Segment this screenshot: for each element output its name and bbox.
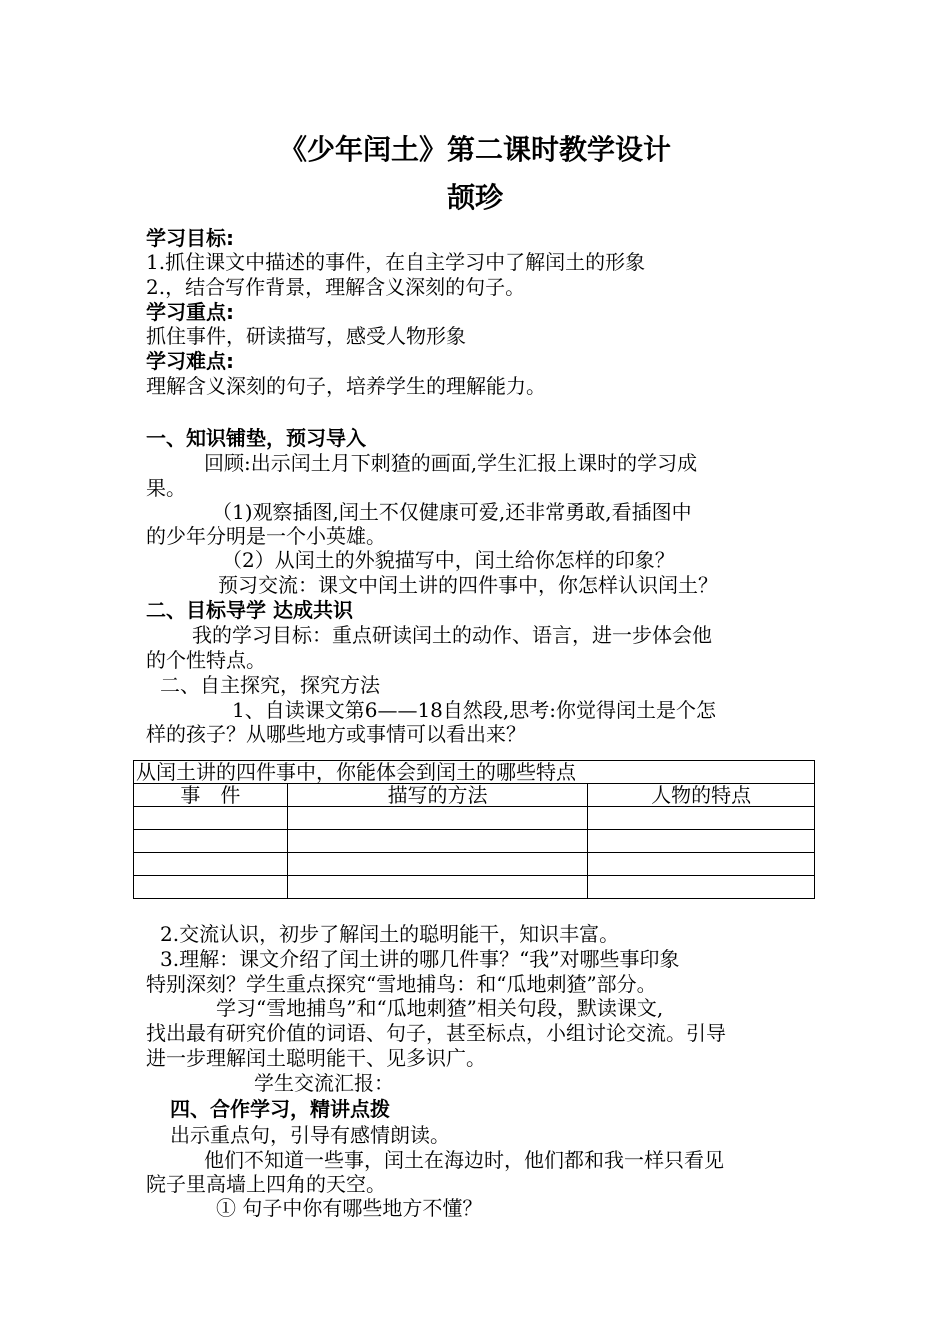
column-header-trait: 人物的特点 bbox=[588, 784, 815, 807]
document-title: 《少年闰土》第二课时教学设计 bbox=[278, 133, 671, 166]
table-caption-row bbox=[134, 761, 815, 784]
paragraph-line: 回顾:出示闰土月下刺猹的画面,学生汇报上课时的学习成 bbox=[204, 451, 698, 475]
table-cell bbox=[287, 876, 588, 899]
table-cell bbox=[287, 830, 588, 853]
table-row bbox=[134, 807, 815, 830]
table-cell bbox=[588, 876, 815, 899]
table-cell bbox=[134, 853, 288, 876]
paragraph-line: 的个性特点。 bbox=[146, 648, 266, 672]
table-caption: 从闰土讲的四件事中，你能体会到闰土的哪些特点 bbox=[134, 761, 815, 784]
goal-item: 1.抓住课文中描述的事件，在自主学习中了解闰土的形象 bbox=[146, 250, 646, 274]
table-cell bbox=[588, 853, 815, 876]
focus-text: 抓住事件，研读描写，感受人物形象 bbox=[146, 324, 466, 348]
table-row bbox=[134, 830, 815, 853]
subheading-line: 二、自主探究，探究方法 bbox=[160, 673, 380, 697]
difficulty-text: 理解含义深刻的句子，培养学生的理解能力。 bbox=[146, 374, 546, 398]
focus-heading: 学习重点: bbox=[146, 300, 234, 324]
table-cell bbox=[287, 853, 588, 876]
table-row bbox=[134, 876, 815, 899]
table-cell bbox=[134, 830, 288, 853]
paragraph-line: 3.理解：课文介绍了闰土讲的哪几件事？“我”对哪些事印象 bbox=[160, 947, 680, 971]
paragraph-line: 进一步理解闰土聪明能干、见多识广。 bbox=[146, 1046, 486, 1070]
paragraph-line: 我的学习目标：重点研读闰土的动作、语言，进一步体会他 bbox=[192, 623, 712, 647]
table-cell bbox=[134, 876, 288, 899]
paragraph-line: 学生交流汇报： bbox=[254, 1071, 394, 1095]
author-name: 颉珍 bbox=[446, 181, 503, 214]
features-table bbox=[133, 760, 815, 899]
paragraph-line: 样的孩子？从哪些地方或事情可以看出来？ bbox=[146, 722, 526, 746]
difficulty-heading: 学习难点: bbox=[146, 349, 234, 373]
paragraph-line: （1)观察插图,闰土不仅健康可爱,还非常勇敢,看插图中 bbox=[212, 500, 692, 524]
goals-heading: 学习目标: bbox=[146, 226, 234, 250]
paragraph-line: 的少年分明是一个小英雄。 bbox=[146, 524, 386, 548]
table-cell bbox=[588, 830, 815, 853]
section4-heading: 四、合作学习，精讲点拨 bbox=[170, 1097, 390, 1121]
paragraph-line: 特别深刻？学生重点探究“雪地捕鸟：和“瓜地刺猹”部分。 bbox=[146, 972, 657, 996]
paragraph-line: 2.交流认识，初步了解闰土的聪明能干，知识丰富。 bbox=[160, 922, 620, 946]
table-cell bbox=[287, 807, 588, 830]
paragraph-line: ① 句子中你有哪些地方不懂？ bbox=[216, 1196, 483, 1220]
paragraph-line: （2）从闰土的外貌描写中，闰土给你怎样的印象？ bbox=[222, 548, 675, 572]
goal-item: 2.，结合写作背景，理解含义深刻的句子。 bbox=[146, 275, 526, 299]
paragraph-line: 找出最有研究价值的词语、句子，甚至标点，小组讨论交流。引导 bbox=[146, 1021, 726, 1045]
paragraph-line: 他们不知道一些事，闰土在海边时，他们都和我一样只看见 bbox=[204, 1148, 724, 1172]
table-cell bbox=[134, 807, 288, 830]
section1-heading: 一、知识铺垫，预习导入 bbox=[146, 426, 366, 450]
table-header-row bbox=[134, 784, 815, 807]
section2-heading: 二、目标导学 达成共识 bbox=[146, 598, 353, 622]
table-cell bbox=[588, 807, 815, 830]
column-header-event: 事 件 bbox=[134, 784, 288, 807]
paragraph-line: 1、自读课文第6——18自然段,思考:你觉得闰土是个怎 bbox=[232, 698, 716, 722]
paragraph-line: 院子里高墙上四角的天空。 bbox=[146, 1172, 386, 1196]
paragraph-line: 果。 bbox=[146, 476, 186, 500]
column-header-method: 描写的方法 bbox=[287, 784, 588, 807]
paragraph-line: 学习“雪地捕鸟”和“瓜地刺猹”相关句段，默读课文, bbox=[216, 996, 664, 1020]
paragraph-line: 出示重点句，引导有感情朗读。 bbox=[170, 1123, 450, 1147]
paragraph-line: 预习交流：课文中闰土讲的四件事中，你怎样认识闰土？ bbox=[218, 573, 718, 597]
table-row bbox=[134, 853, 815, 876]
